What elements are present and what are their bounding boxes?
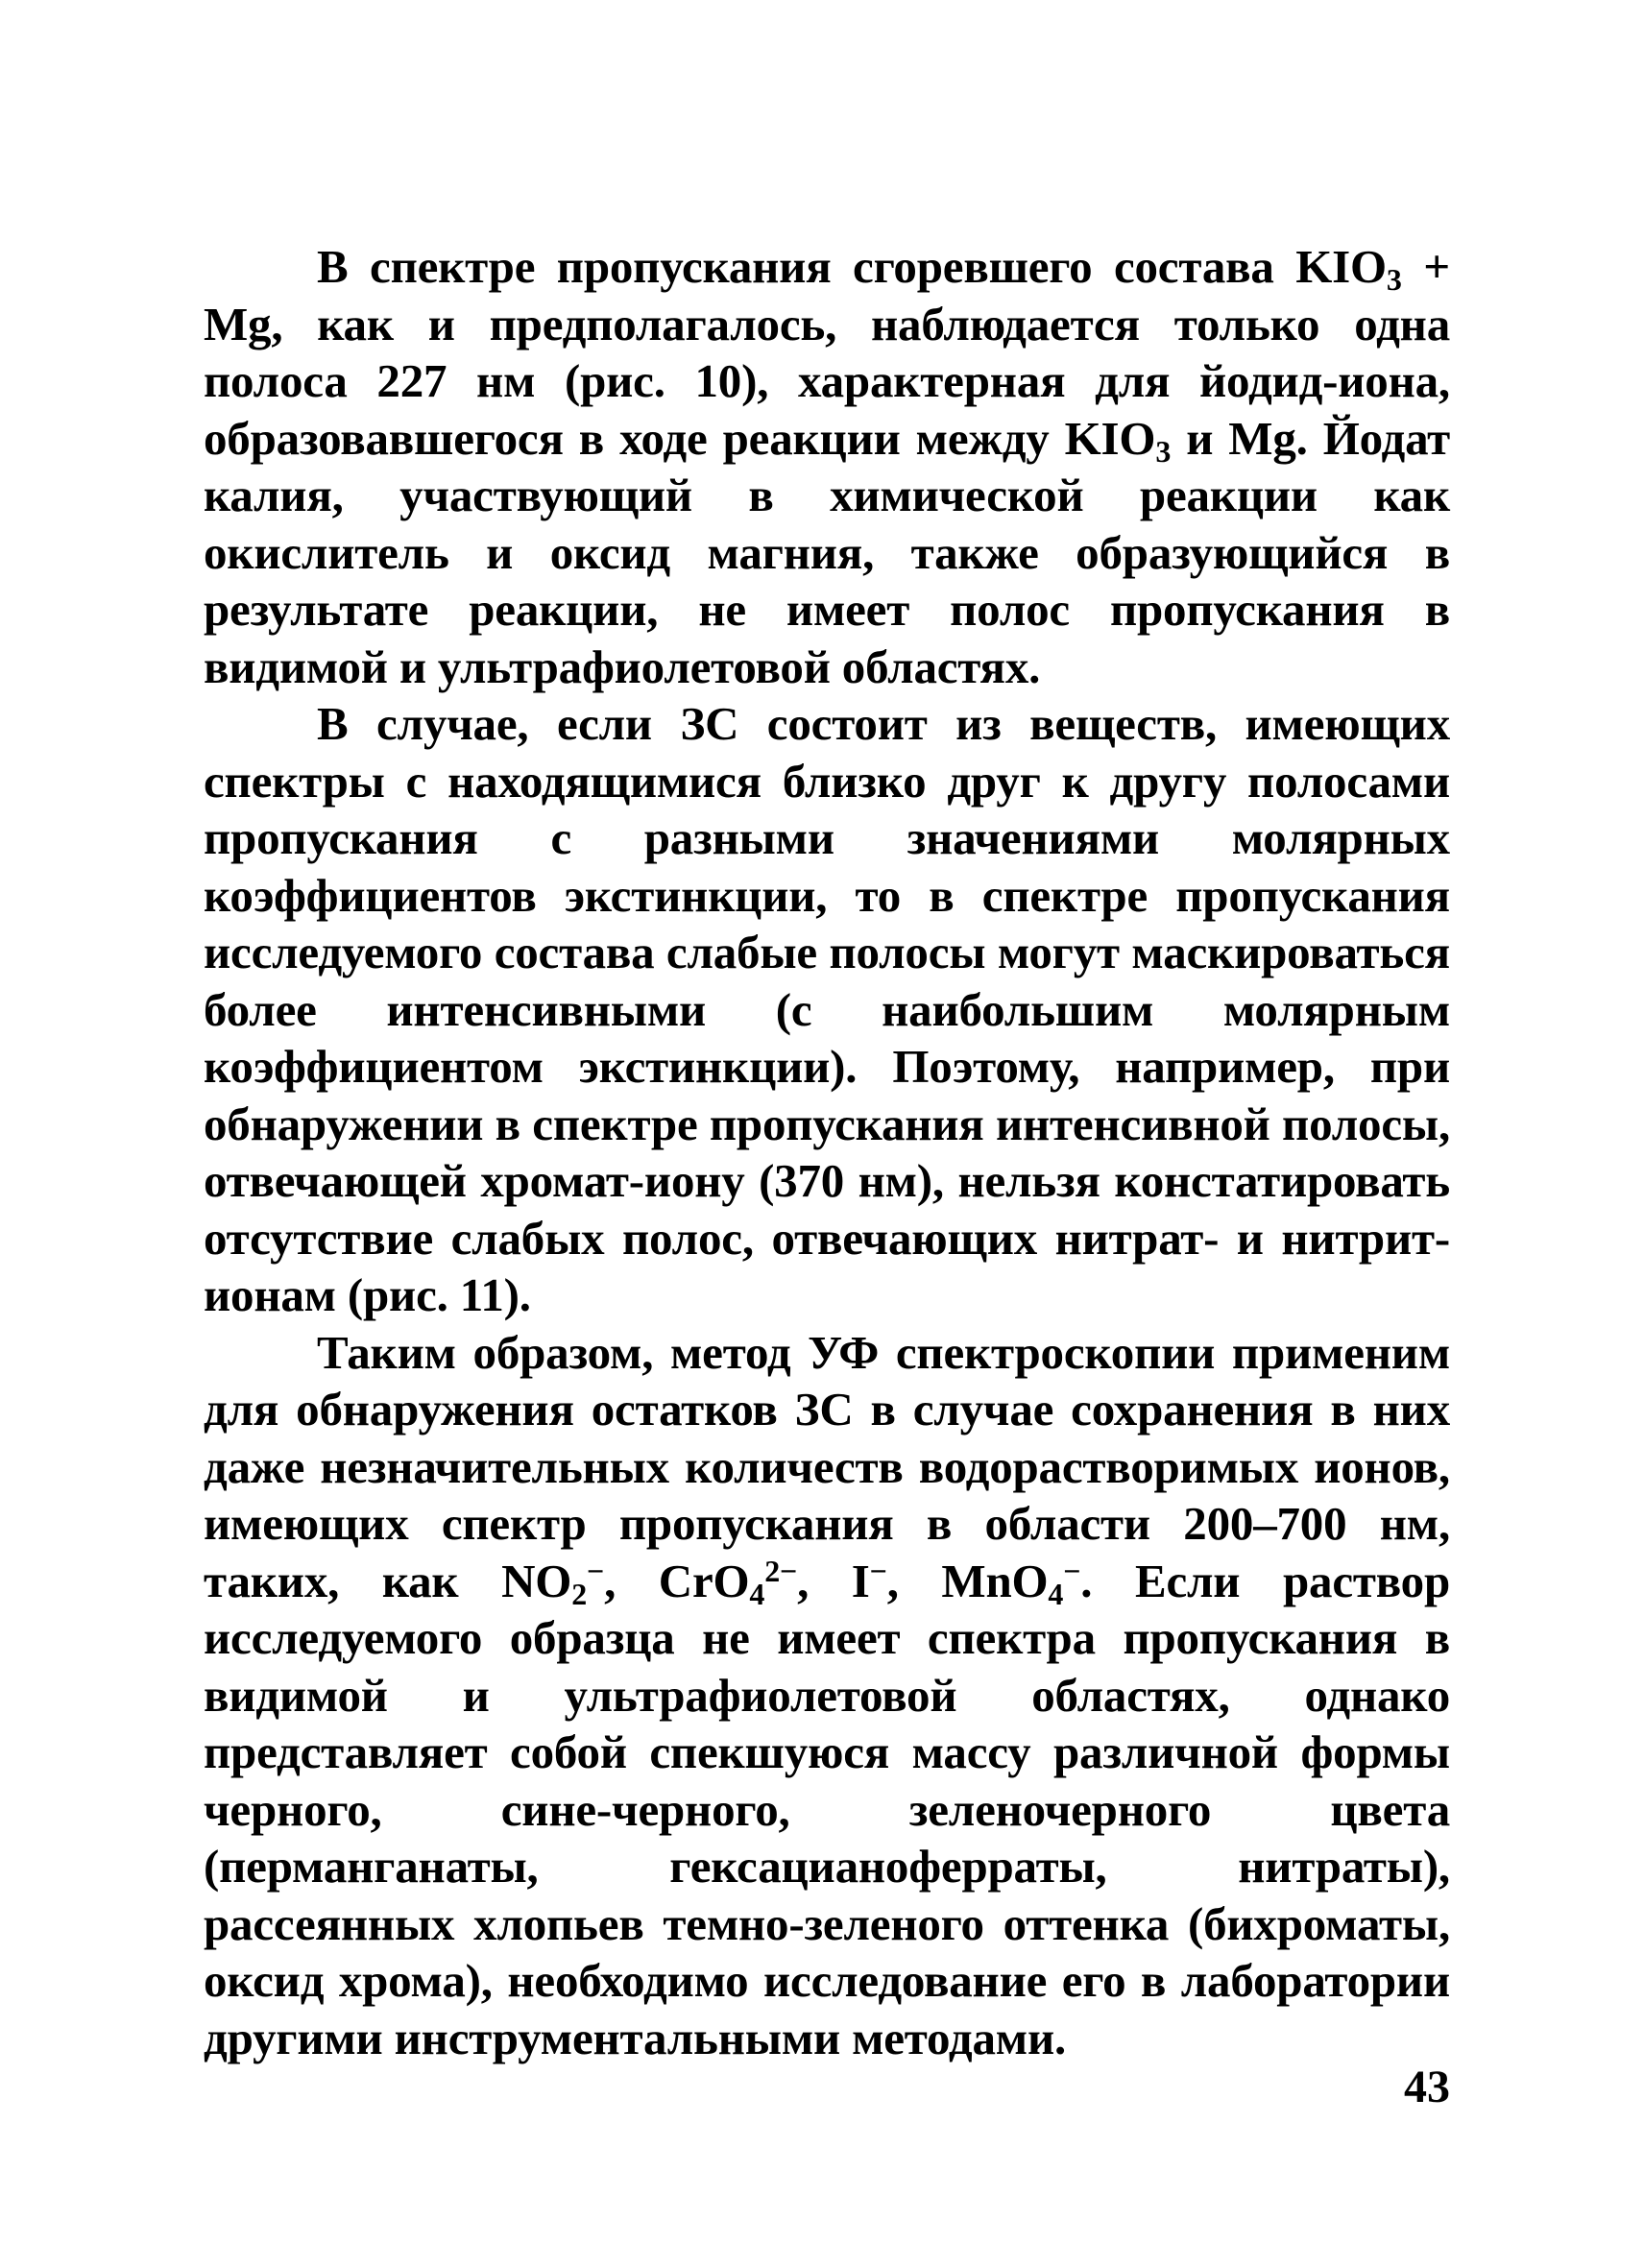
- ion-base: NO: [501, 1554, 572, 1607]
- page-number: 43: [1404, 2062, 1450, 2112]
- iodide-ion-formula: [852, 1555, 887, 1607]
- superscript: −: [869, 1553, 887, 1588]
- body-text: [204, 238, 1450, 2066]
- paragraph-1-text-b: + Mg, как и предполагалось, наблюдается только одна полоса 227 нм (рис. 10), характерная для йодид-иона, образовавшегося в ходе реакции между KIO: [204, 240, 1450, 465]
- ion-base: I: [851, 1554, 870, 1607]
- separator: ,: [797, 1554, 852, 1607]
- paragraph-3-text-b: . Если раствор исследуемого образца не имеет спектра пропускания в видимой и ультрафиолетовой областях, однако представляет собой спекшуюся массу различной формы черного, сине-черного, зеленочерного цвета (перманганаты, гексацианоферраты, нитраты), рассеянных хлопьев темно-зеленого оттенка (бихроматы, оксид хрома), необходимо исследование его в лаборатории другими инструментальными методами.: [204, 1554, 1451, 2064]
- permanganate-ion-formula: [941, 1553, 1081, 1611]
- separator: ,: [886, 1554, 942, 1607]
- separator: ,: [604, 1554, 659, 1607]
- superscript: −: [1063, 1553, 1081, 1588]
- subscript: 4: [1048, 1576, 1064, 1611]
- superscript: 2−: [764, 1553, 798, 1588]
- paragraph-1: [204, 238, 1450, 695]
- subscript: 4: [749, 1576, 765, 1611]
- superscript: −: [587, 1553, 605, 1588]
- paragraph-1-text-c: и Mg. Йодат калия, участвующий в химической реакции как окислитель и оксид магния, также образующийся в результате реакции, не имеет полос пропускания в видимой и ультрафиолетовой областях.: [204, 411, 1450, 693]
- ion-base: MnO: [941, 1554, 1049, 1607]
- nitrite-ion-formula: [501, 1553, 605, 1611]
- ion-base: CrO: [658, 1554, 750, 1607]
- subscript: 3: [1386, 262, 1402, 297]
- paragraph-3: [204, 1324, 1450, 2067]
- paragraph-2: [204, 695, 1450, 1324]
- subscript: 3: [1155, 433, 1172, 469]
- paragraph-3-text-a: Таким образом, метод УФ спектроскопии применим для обнаружения остатков ЗС в случае сохранения в них даже незначительных количеств водорастворимых ионов, имеющих спектр пропускания в области 200–700 нм, таких, как: [204, 1325, 1450, 1607]
- paragraph-2-text: В случае, если ЗС состоит из веществ, имеющих спектры с находящимися близко друг к другу полосами пропускания с разными значениями молярных коэффициентов экстинкции, то в спектре пропускания исследуемого состава слабые полосы могут маскироваться более интенсивными (с наибольшим молярным коэффициентом экстинкции). Поэтому, например, при обнаружении в спектре пропускания интенсивной полосы, отвечающей хромат-иону (370 нм), нельзя констатировать отсутствие слабых полос, отвечающих нитрат- и нитрит-ионам (рис. 11).: [204, 697, 1450, 1321]
- subscript: 2: [571, 1576, 588, 1611]
- chromate-ion-formula: [658, 1553, 798, 1611]
- paragraph-1-text-a: В спектре пропускания сгоревшего состава KIO: [317, 240, 1387, 293]
